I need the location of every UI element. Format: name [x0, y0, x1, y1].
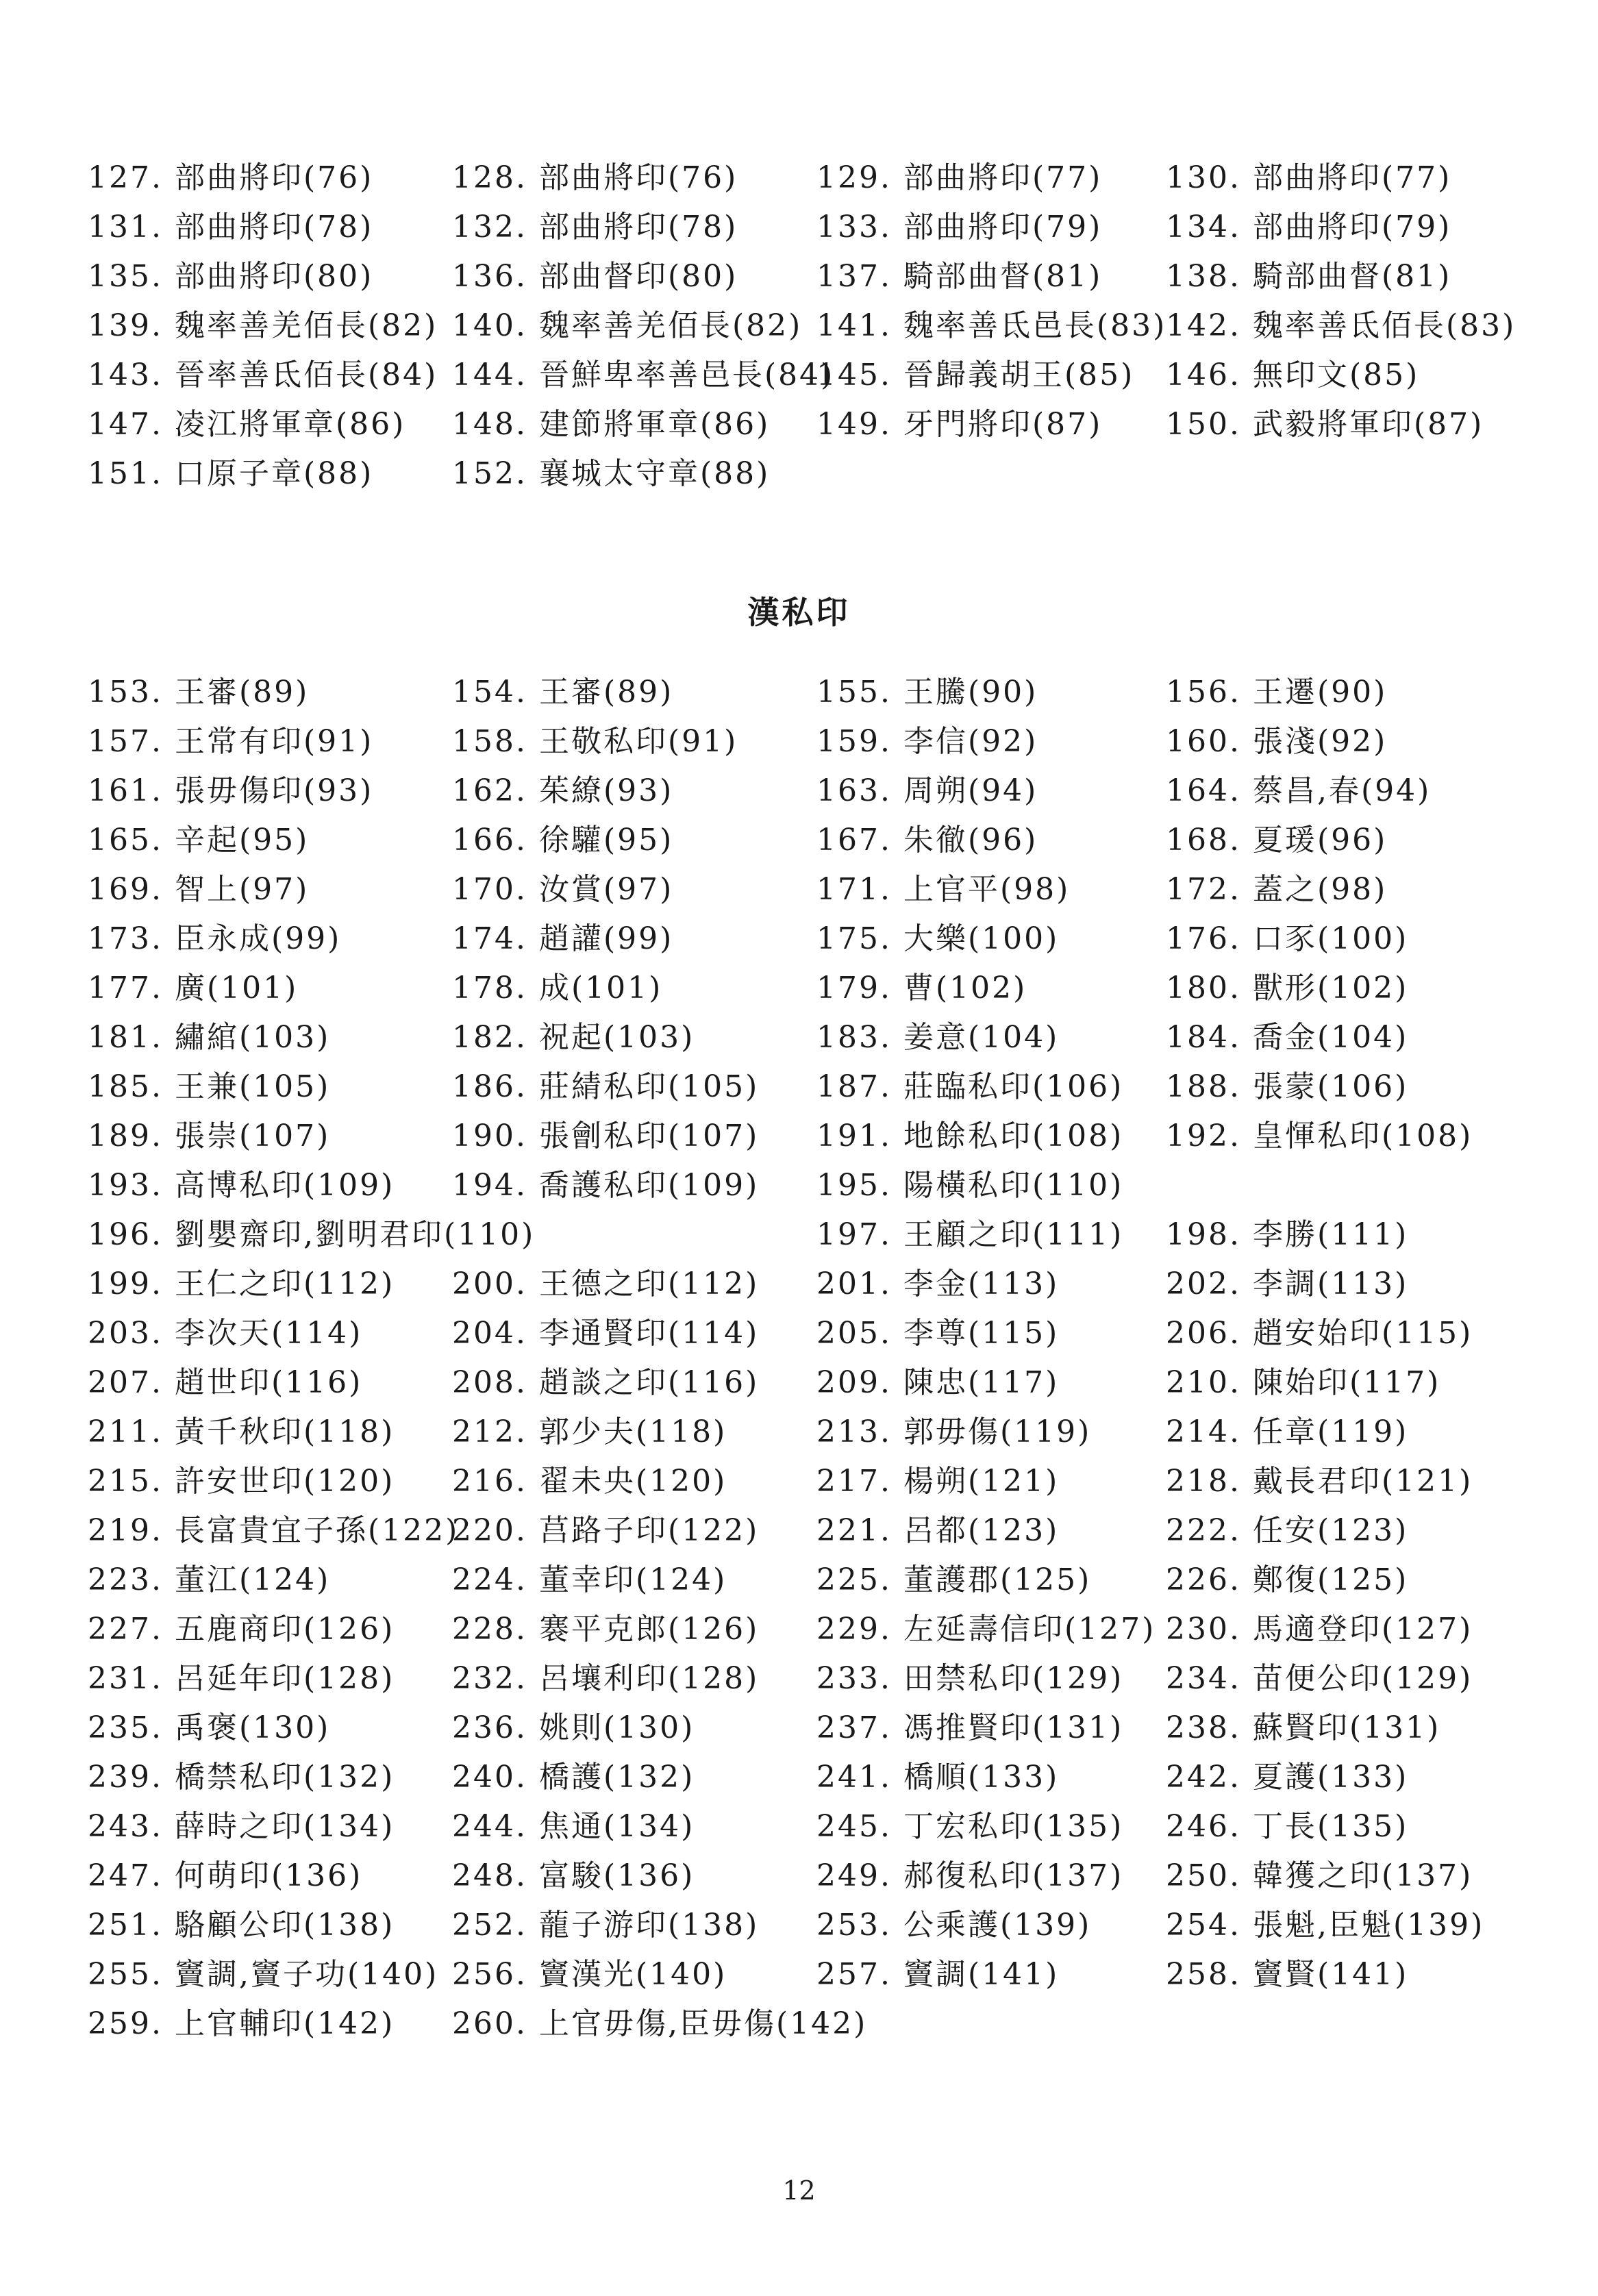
seal-entry: 176. 口豕(100): [1166, 921, 1409, 956]
index-row: [0, 449, 1598, 499]
seal-entry: 201. 李金(113): [816, 1266, 1060, 1301]
seal-entry: 153. 王審(89): [88, 675, 310, 710]
seal-entry: 238. 蘇賢印(131): [1166, 1710, 1441, 1745]
seal-entry: 135. 部曲將印(80): [88, 259, 374, 294]
index-row: [0, 1704, 1598, 1753]
seal-entry: 225. 董護郡(125): [816, 1562, 1092, 1597]
seal-entry: 232. 呂壤利印(128): [452, 1661, 760, 1696]
seal-entry: 259. 上官輔印(142): [88, 2006, 395, 2041]
seal-entry: 188. 張蒙(106): [1166, 1069, 1409, 1104]
seal-entry: 138. 騎部曲督(81): [1166, 259, 1452, 294]
seal-entry: 164. 蔡昌,春(94): [1166, 773, 1432, 808]
seal-entry: 236. 姚則(130): [452, 1710, 695, 1745]
seal-entry: 198. 李勝(111): [1166, 1217, 1409, 1252]
seal-entry: 157. 王常有印(91): [88, 724, 374, 759]
seal-entry: 171. 上官平(98): [816, 872, 1071, 907]
index-row: [0, 1802, 1598, 1851]
seal-entry: 156. 王遷(90): [1166, 675, 1388, 710]
seal-entry: 260. 上官毋傷,臣毋傷(142): [452, 2006, 868, 2041]
index-row: [0, 1556, 1598, 1605]
seal-entry: 141. 魏率善氐邑長(83): [816, 308, 1167, 343]
seal-entry: 229. 左延壽信印(127): [816, 1612, 1156, 1647]
index-row: [0, 914, 1598, 964]
seal-entry: 147. 凌江將軍章(86): [88, 407, 406, 442]
index-row: [0, 1309, 1598, 1358]
seal-entry: 208. 趙談之印(116): [452, 1365, 760, 1400]
seal-entry: 183. 姜意(104): [816, 1020, 1060, 1055]
seal-entry: 192. 皇惲私印(108): [1166, 1119, 1473, 1153]
seal-entry: 209. 陳忠(117): [816, 1365, 1060, 1400]
seal-entry: 250. 韓獲之印(137): [1166, 1858, 1473, 1893]
seal-entry: 226. 鄭復(125): [1166, 1562, 1409, 1597]
index-row: [0, 301, 1598, 351]
seal-entry: 180. 獸形(102): [1166, 971, 1409, 1006]
seal-entry: 129. 部曲將印(77): [816, 160, 1103, 195]
seal-entry: 181. 繡綰(103): [88, 1020, 331, 1055]
seal-entry: 152. 襄城太守章(88): [452, 456, 771, 491]
seal-entry: 220. 莒路子印(122): [452, 1513, 760, 1548]
seal-entry: 228. 褰平克郎(126): [452, 1612, 760, 1647]
seal-entry: 160. 張淺(92): [1166, 724, 1388, 759]
seal-entry: 252. 蘢子游印(138): [452, 1908, 760, 1943]
seal-entry: 170. 汝賞(97): [452, 872, 674, 907]
index-row: [0, 1506, 1598, 1556]
index-row: [0, 1013, 1598, 1062]
seal-entry: 148. 建節將軍章(86): [452, 407, 771, 442]
seal-entry: 233. 田禁私印(129): [816, 1661, 1124, 1696]
seal-entry: 202. 李調(113): [1166, 1266, 1409, 1301]
seal-entry: 191. 地餘私印(108): [816, 1119, 1124, 1153]
seal-entry: 219. 長富貴宜子孫(122): [88, 1513, 460, 1548]
seal-entry: 190. 張劊私印(107): [452, 1119, 760, 1153]
seal-entry: 205. 李尊(115): [816, 1316, 1060, 1351]
seal-entry: 211. 黃千秋印(118): [88, 1414, 395, 1449]
seal-entry: 248. 富駿(136): [452, 1858, 695, 1893]
seal-entry: 251. 駱顧公印(138): [88, 1908, 395, 1943]
index-row: [0, 1260, 1598, 1309]
seal-entry: 175. 大樂(100): [816, 921, 1060, 956]
seal-entry: 155. 王騰(90): [816, 675, 1038, 710]
seal-entry: 245. 丁宏私印(135): [816, 1809, 1124, 1844]
seal-entry: 163. 周朔(94): [816, 773, 1038, 808]
index-row: [0, 1457, 1598, 1506]
seal-entry: 174. 趙讙(99): [452, 921, 674, 956]
seal-entry: 212. 郭少夫(118): [452, 1414, 727, 1449]
index-row: [0, 1851, 1598, 1901]
seal-entry: 199. 王仁之印(112): [88, 1266, 395, 1301]
seal-entry: 149. 牙門將印(87): [816, 407, 1103, 442]
index-row: [0, 1408, 1598, 1457]
seal-entry: 173. 臣永成(99): [88, 921, 342, 956]
index-row: [0, 668, 1598, 717]
index-row: [0, 1605, 1598, 1654]
seal-entry: 241. 橋順(133): [816, 1760, 1060, 1795]
seal-entry: 196. 劉嬰齋印,劉明君印(110): [88, 1217, 536, 1252]
seal-entry: 204. 李通賢印(114): [452, 1316, 760, 1351]
index-row: [0, 1161, 1598, 1210]
index-row: [0, 400, 1598, 449]
seal-entry: 143. 晉率善氐佰長(84): [88, 358, 438, 392]
seal-entry: 161. 張毋傷印(93): [88, 773, 374, 808]
seal-entry: 215. 許安世印(120): [88, 1464, 395, 1499]
seal-entry: 165. 辛起(95): [88, 823, 310, 858]
seal-entry: 150. 武毅將軍印(87): [1166, 407, 1484, 442]
seal-entry: 255. 竇調,竇子功(140): [88, 1957, 439, 1992]
seal-entry: 130. 部曲將印(77): [1166, 160, 1452, 195]
seal-entry: 132. 部曲將印(78): [452, 210, 738, 245]
seal-entry: 178. 成(101): [452, 971, 663, 1006]
seal-entry: 217. 楊朔(121): [816, 1464, 1060, 1499]
seal-entry: 154. 王審(89): [452, 675, 674, 710]
seal-entry: 222. 任安(123): [1166, 1513, 1409, 1548]
seal-entry: 230. 馬適登印(127): [1166, 1612, 1473, 1647]
seal-entry: 197. 王顧之印(111): [816, 1217, 1124, 1252]
seal-entry: 253. 公乘護(139): [816, 1908, 1092, 1943]
seal-entry: 207. 趙世印(116): [88, 1365, 363, 1400]
seal-entry: 142. 魏率善氐佰長(83): [1166, 308, 1516, 343]
seal-entry: 216. 翟未央(120): [452, 1464, 727, 1499]
index-row: [0, 1654, 1598, 1704]
seal-entry: 128. 部曲將印(76): [452, 160, 738, 195]
seal-entry: 235. 禹褒(130): [88, 1710, 331, 1745]
seal-entry: 136. 部曲督印(80): [452, 259, 738, 294]
index-row: [0, 816, 1598, 865]
index-row: [0, 1950, 1598, 1999]
seal-entry: 182. 祝起(103): [452, 1020, 695, 1055]
seal-entry: 194. 喬護私印(109): [452, 1168, 760, 1203]
page-number: 12: [782, 2175, 816, 2206]
index-row: [0, 1999, 1598, 2049]
seal-entry: 189. 張崇(107): [88, 1119, 331, 1153]
seal-entry: 231. 呂延年印(128): [88, 1661, 395, 1696]
seal-entry: 213. 郭毋傷(119): [816, 1414, 1092, 1449]
index-row: [0, 252, 1598, 301]
seal-entry: 159. 李信(92): [816, 724, 1038, 759]
seal-entry: 168. 夏瑗(96): [1166, 823, 1388, 858]
seal-entry: 131. 部曲將印(78): [88, 210, 374, 245]
index-row: [0, 1753, 1598, 1802]
seal-entry: 242. 夏護(133): [1166, 1760, 1409, 1795]
seal-entry: 239. 橋禁私印(132): [88, 1760, 395, 1795]
seal-entry: 221. 呂都(123): [816, 1513, 1060, 1548]
seal-entry: 179. 曹(102): [816, 971, 1027, 1006]
section-heading: 漢私印: [747, 594, 851, 631]
seal-entry: 257. 竇調(141): [816, 1957, 1060, 1992]
seal-entry: 177. 廣(101): [88, 971, 299, 1006]
seal-entry: 246. 丁長(135): [1166, 1809, 1409, 1844]
seal-entry: 134. 部曲將印(79): [1166, 210, 1452, 245]
seal-entry: 223. 董江(124): [88, 1562, 331, 1597]
seal-entry: 162. 茱繚(93): [452, 773, 674, 808]
seal-entry: 256. 竇漢光(140): [452, 1957, 727, 1992]
seal-entry: 247. 何萌印(136): [88, 1858, 363, 1893]
index-row: [0, 1358, 1598, 1408]
seal-entry: 200. 王德之印(112): [452, 1266, 760, 1301]
seal-entry: 127. 部曲將印(76): [88, 160, 374, 195]
index-row: [0, 1901, 1598, 1950]
seal-entry: 244. 焦通(134): [452, 1809, 695, 1844]
seal-entry: 140. 魏率善羌佰長(82): [452, 308, 803, 343]
seal-entry: 151. 口原子章(88): [88, 456, 374, 491]
seal-entry: 240. 橋護(132): [452, 1760, 695, 1795]
seal-entry: 224. 董幸印(124): [452, 1562, 727, 1597]
seal-entry: 158. 王敬私印(91): [452, 724, 738, 759]
index-row: [0, 153, 1598, 203]
index-row: [0, 766, 1598, 816]
seal-entry: 146. 無印文(85): [1166, 358, 1420, 392]
seal-entry: 184. 喬金(104): [1166, 1020, 1409, 1055]
seal-entry: 258. 竇賢(141): [1166, 1957, 1409, 1992]
seal-entry: 137. 騎部曲督(81): [816, 259, 1103, 294]
index-row: [0, 865, 1598, 914]
index-row: [0, 1112, 1598, 1161]
seal-entry: 193. 高博私印(109): [88, 1168, 395, 1203]
seal-entry: 169. 智上(97): [88, 872, 310, 907]
index-row: [0, 351, 1598, 400]
seal-entry: 237. 馮推賢印(131): [816, 1710, 1124, 1745]
seal-entry: 186. 莊綪私印(105): [452, 1069, 760, 1104]
seal-entry: 145. 晉歸義胡王(85): [816, 358, 1135, 392]
seal-entry: 210. 陳始印(117): [1166, 1365, 1441, 1400]
seal-entry: 254. 張魁,臣魁(139): [1166, 1908, 1485, 1943]
seal-entry: 203. 李次天(114): [88, 1316, 363, 1351]
seal-entry: 243. 薛時之印(134): [88, 1809, 395, 1844]
index-row: [0, 964, 1598, 1013]
seal-entry: 167. 朱徹(96): [816, 823, 1038, 858]
seal-entry: 227. 五鹿商印(126): [88, 1612, 395, 1647]
index-row: [0, 203, 1598, 252]
index-row: [0, 1062, 1598, 1112]
seal-entry: 218. 戴長君印(121): [1166, 1464, 1473, 1499]
seal-entry: 185. 王兼(105): [88, 1069, 331, 1104]
index-row: [0, 1210, 1598, 1260]
seal-entry: 214. 任章(119): [1166, 1414, 1409, 1449]
seal-entry: 234. 苗便公印(129): [1166, 1661, 1473, 1696]
seal-entry: 166. 徐驩(95): [452, 823, 674, 858]
seal-entry: 133. 部曲將印(79): [816, 210, 1103, 245]
seal-entry: 187. 莊臨私印(106): [816, 1069, 1124, 1104]
seal-entry: 195. 陽橫私印(110): [816, 1168, 1124, 1203]
seal-entry: 206. 趙安始印(115): [1166, 1316, 1473, 1351]
seal-entry: 144. 晉鮮卑率善邑長(84): [452, 358, 835, 392]
seal-entry: 139. 魏率善羌佰長(82): [88, 308, 438, 343]
seal-entry: 172. 蓋之(98): [1166, 872, 1388, 907]
index-row: [0, 717, 1598, 766]
seal-entry: 249. 郝復私印(137): [816, 1858, 1124, 1893]
